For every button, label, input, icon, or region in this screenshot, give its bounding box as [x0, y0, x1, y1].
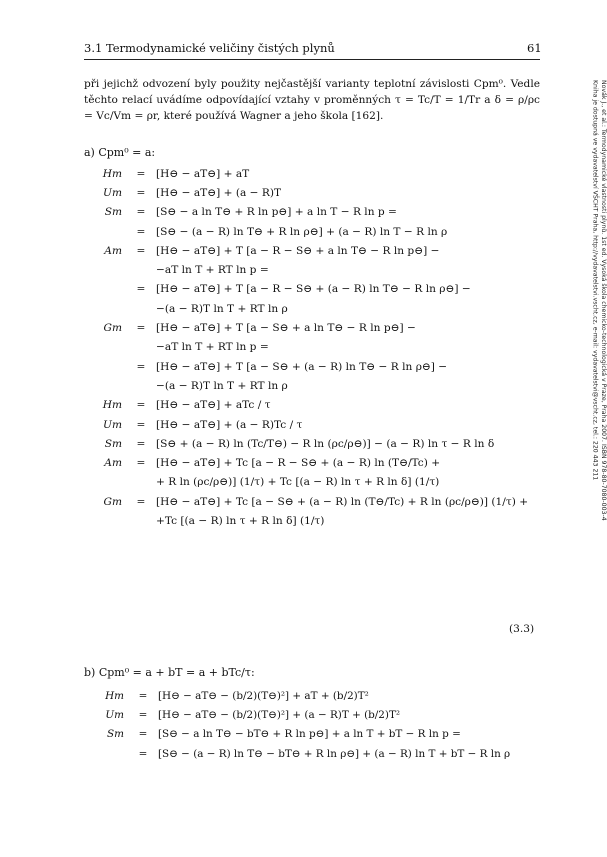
equation-operator: = — [136, 399, 146, 412]
equation-operator — [126, 260, 156, 279]
equation-operator: = — [136, 322, 146, 335]
equation-operator: = — [136, 206, 146, 219]
equation-lhs — [84, 222, 126, 241]
equation-row — [84, 318, 528, 337]
equation-row — [84, 357, 528, 376]
equation-rhs: [H⊖ − aT⊖] + aT — [156, 167, 250, 180]
equation-lhs — [84, 260, 126, 279]
equation-lhs: Um — [103, 186, 122, 199]
equation-row — [84, 203, 528, 222]
equation-row — [84, 164, 528, 183]
running-title: 3.1 Termodynamické veličiny čistých plynů — [84, 41, 335, 55]
equation-operator: = — [136, 418, 146, 431]
equation-operator — [126, 376, 156, 395]
equation-rhs: [H⊖ − aT⊖] + T [a − R − S⊖ + (a − R) ln T⊖ − R ln ρ⊖] − — [156, 283, 471, 296]
equation-lhs — [84, 357, 126, 376]
equation-row — [84, 222, 528, 241]
equation-rhs: + R ln (ρc/ρ⊖)] (1/τ) + Tc [(a − R) ln τ + R ln δ] (1/τ) — [156, 476, 440, 489]
equation-operator: = — [136, 437, 146, 450]
equation-lhs: Gm — [103, 495, 122, 508]
equation-row — [84, 280, 528, 299]
equation-rhs: −(a − R)T ln T + RT ln ρ — [156, 379, 288, 392]
equation-rhs: [H⊖ − aT⊖] + T [a − R − S⊖ + a ln T⊖ − R ln p⊖] − — [156, 244, 440, 257]
equation-lhs — [84, 473, 126, 492]
equation-rhs: −(a − R)T ln T + RT ln ρ — [156, 302, 288, 315]
equation-lhs: Sm — [104, 437, 122, 450]
equation-lhs: Sm — [104, 206, 122, 219]
equation-rhs: [H⊖ − aT⊖] + T [a − S⊖ + (a − R) ln T⊖ − R ln ρ⊖] − — [156, 360, 448, 373]
equation-rhs: [H⊖ − aT⊖] + (a − R)T — [156, 186, 282, 199]
equation-operator — [126, 338, 156, 357]
equation-operator: = — [136, 283, 146, 296]
equation-row — [84, 434, 528, 453]
equation-lhs — [84, 338, 126, 357]
equation-lhs — [84, 280, 126, 299]
equation-operator: = — [138, 728, 148, 741]
equation-lhs: Am — [104, 457, 122, 470]
equation-rhs: [S⊖ − (a − R) ln T⊖ + R ln ρ⊖] + (a − R) ln T − R ln ρ — [156, 225, 448, 238]
equation-lhs: Am — [104, 244, 122, 257]
equation-operator: = — [138, 689, 148, 702]
equation-rhs: −aT ln T + RT ln p = — [156, 341, 269, 354]
equation-operator: = — [138, 747, 148, 760]
equation-rhs: [H⊖ − aT⊖] + T [a − S⊖ + a ln T⊖ − R ln p⊖] − — [156, 322, 416, 335]
equation-lhs — [84, 376, 126, 395]
equation-row — [84, 415, 528, 434]
equation-rhs: [S⊖ − a ln T⊖ − bT⊖ + R ln p⊖] + a ln T + bT − R ln p = — [158, 728, 461, 741]
equation-rhs: [H⊖ − aT⊖] + Tc [a − R − S⊖ + (a − R) ln (T⊖/Tc) + — [156, 457, 441, 470]
equation-operator — [126, 299, 156, 318]
equation-operator — [126, 511, 156, 530]
equation-row — [84, 705, 510, 724]
side-note-line-1: Novák J., et al.: Termodynamické vlastnosti plynů. 1st ed. Vysoká škola chemicko-technologická v Praze, Praha 2007. ISBN 978-80-7080-003-4 — [600, 80, 607, 521]
equation-lhs: Um — [105, 708, 124, 721]
equation-lhs: Gm — [103, 322, 122, 335]
equation-lhs: Hm — [102, 399, 122, 412]
equation-operator: = — [136, 495, 146, 508]
equation-lhs — [84, 744, 128, 763]
equation-lhs: Hm — [105, 689, 124, 702]
equation-rhs: [S⊖ − (a − R) ln T⊖ − bT⊖ + R ln ρ⊖] + (a − R) ln T + bT − R ln ρ — [158, 747, 511, 760]
equation-rhs: +Tc [(a − R) ln τ + R ln δ] (1/τ) — [156, 514, 325, 527]
equation-lhs — [84, 299, 126, 318]
equation-operator — [126, 473, 156, 492]
equation-operator: = — [136, 167, 146, 180]
equation-rhs: [H⊖ − aT⊖] + aTc / τ — [156, 399, 271, 412]
equation-row — [84, 686, 510, 705]
equation-operator: = — [136, 360, 146, 373]
equation-row — [84, 260, 528, 279]
equation-row — [84, 473, 528, 492]
equation-row — [84, 725, 510, 744]
equation-lhs: Um — [103, 418, 122, 431]
equation-row — [84, 241, 528, 260]
side-note-line-2: Kniha je dostupná ve vydavatelství VŠCHT Praha, http://vydavatelstvi.vscht.cz, e-mail: vydavatelstvi@vscht.cz, tel.: 220 443 211 — [591, 80, 599, 481]
equation-row — [84, 183, 528, 202]
section-a-label: a) Cpm⁰ = a: — [84, 146, 156, 159]
equation-operator: = — [136, 457, 146, 470]
equation-lhs: Hm — [102, 167, 122, 180]
section-b-label: b) Cpm⁰ = a + bT = a + bTc/τ: — [84, 666, 255, 679]
equation-operator: = — [136, 186, 146, 199]
equation-lhs — [84, 511, 126, 530]
equation-rhs: [H⊖ − aT⊖ − (b/2)(T⊖)²] + aT + (b/2)T² — [158, 689, 369, 702]
equation-operator: = — [138, 708, 148, 721]
equation-row — [84, 299, 528, 318]
equation-row — [84, 338, 528, 357]
equation-operator: = — [136, 225, 146, 238]
side-note — [590, 80, 607, 521]
equation-rhs: [H⊖ − aT⊖] + (a − R)Tc / τ — [156, 418, 303, 431]
equation-row — [84, 744, 510, 763]
equation-row — [84, 492, 528, 511]
equation-rhs: −aT ln T + RT ln p = — [156, 264, 269, 277]
header-rule — [84, 59, 540, 60]
equation-rhs: [S⊖ + (a − R) ln (Tc/T⊖) − R ln (ρc/ρ⊖)] − (a − R) ln τ − R ln δ — [156, 437, 495, 450]
equation-block-a — [84, 164, 528, 531]
equation-rhs: [H⊖ − aT⊖ − (b/2)(T⊖)²] + (a − R)T + (b/2)T² — [158, 708, 401, 721]
equation-rhs: [H⊖ − aT⊖] + Tc [a − S⊖ + (a − R) ln (T⊖/Tc) + R ln (ρc/ρ⊖)] (1/τ) + — [156, 495, 529, 508]
intro-paragraph: při jejichž odvození byly použity nejčastější varianty teplotní závislosti Cpm⁰. Vedle těchto relací uvádíme odpovídající vztahy v proměnných τ = Tc/T = 1/Tr a δ = ρ/ρc = Vc/Vm = ρr, které používá Wagner a jeho škola [162]. — [84, 78, 540, 122]
equation-row — [84, 376, 528, 395]
equation-block-b — [84, 686, 510, 763]
equation-row — [84, 453, 528, 472]
equation-lhs: Sm — [107, 728, 124, 741]
equation-operator: = — [136, 244, 146, 257]
equation-rhs: [S⊖ − a ln T⊖ + R ln p⊖] + a ln T − R ln p = — [156, 206, 397, 219]
equation-row — [84, 511, 528, 530]
page-number: 61 — [527, 41, 542, 55]
equation-number: (3.3) — [509, 623, 535, 635]
equation-row — [84, 396, 528, 415]
